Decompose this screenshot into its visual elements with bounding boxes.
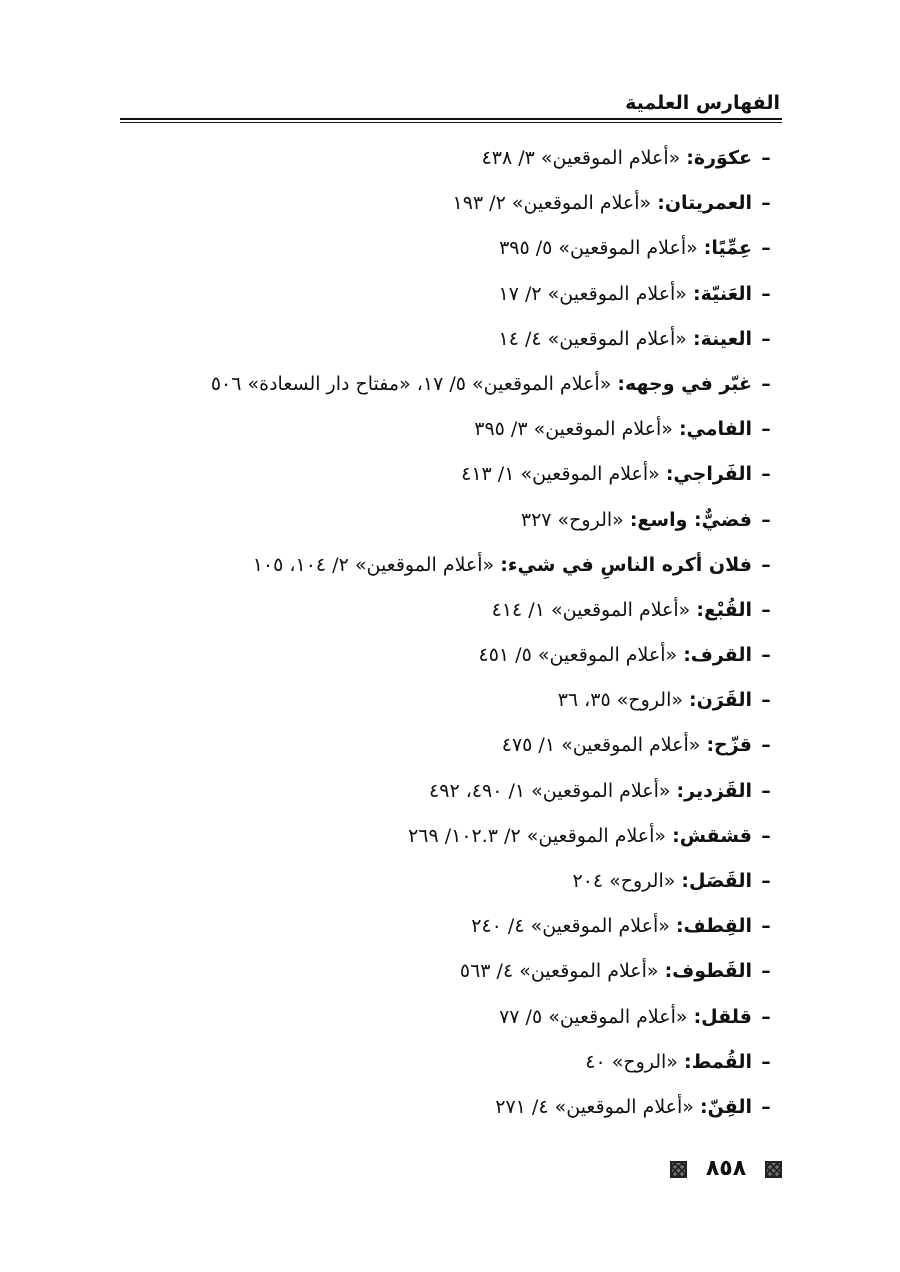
entry-dash: – xyxy=(761,237,771,260)
entry-reference: «أعلام الموقعين» ٢/ ١٠٤، ١٠٥ xyxy=(252,553,495,576)
entry-dash: – xyxy=(761,553,771,576)
index-entry xyxy=(120,904,780,949)
index-entry xyxy=(120,317,780,362)
index-entry xyxy=(120,814,780,859)
entry-term: القرف: xyxy=(683,644,752,667)
index-entry xyxy=(120,362,780,407)
index-entry xyxy=(120,181,780,226)
entry-dash: – xyxy=(761,870,771,892)
entry-dash: – xyxy=(761,779,771,802)
entry-term: القَزدير: xyxy=(676,779,752,802)
entry-reference: «أعلام الموقعين» ٤/ ٥٦٣ xyxy=(459,960,659,983)
entry-dash: – xyxy=(761,689,771,712)
entry-term: القِنّ: xyxy=(699,1095,752,1118)
index-entry xyxy=(120,588,780,633)
index-entry xyxy=(120,272,780,317)
entry-term: قشقش: xyxy=(672,824,752,847)
page-header xyxy=(120,88,782,128)
index-entry xyxy=(120,678,780,723)
entry-term: الفامي: xyxy=(678,418,752,441)
index-entries xyxy=(120,136,780,1130)
ornament-icon xyxy=(765,1161,782,1178)
page-number: ٨٥٨ xyxy=(705,1156,747,1181)
index-entry xyxy=(120,633,780,678)
entry-reference: «أعلام الموقعين» ٢/ ١٩٣ xyxy=(452,192,652,215)
entry-dash: – xyxy=(761,734,771,757)
entry-term: القَطوف: xyxy=(664,960,752,983)
entry-dash: – xyxy=(761,147,771,169)
entry-dash: – xyxy=(761,463,771,486)
entry-dash: – xyxy=(761,598,771,621)
index-entry xyxy=(120,723,780,768)
entry-term: القُمط: xyxy=(683,1050,752,1073)
entry-term: العَنيّة: xyxy=(692,282,752,305)
index-entry xyxy=(120,1040,780,1085)
entry-term: الفَراجي: xyxy=(665,463,752,486)
entry-reference: «الروح» ٣٥، ٣٦ xyxy=(557,689,683,712)
index-entry xyxy=(120,498,780,543)
entry-term: القُبْع: xyxy=(696,598,752,621)
entry-reference: «أعلام الموقعين» ٤/ ٢٤٠ xyxy=(471,915,670,938)
entry-reference: «أعلام الموقعين» ١/ ٤١٣ xyxy=(461,463,660,486)
entry-term: القَصَل: xyxy=(681,870,752,892)
entry-term: قزّح: xyxy=(706,734,752,757)
entry-reference: «أعلام الموقعين» ٢/ ١٠٢.٣/ ٢٦٩ xyxy=(408,824,667,847)
index-entry xyxy=(120,1085,780,1130)
index-entry xyxy=(120,769,780,814)
entry-dash: – xyxy=(761,1005,771,1028)
entry-dash: – xyxy=(761,192,771,215)
entry-term: فضيٌّ: واسع: xyxy=(629,508,752,531)
entry-reference: «أعلام الموقعين» ٢/ ١٧ xyxy=(498,282,687,305)
entry-term: العمريتان: xyxy=(657,192,752,215)
entry-term: قلقل: xyxy=(693,1005,752,1028)
index-entry xyxy=(120,136,780,181)
entry-term: فلان أكره الناسِ في شيء: xyxy=(500,553,752,576)
entry-reference: «أعلام الموقعين» ١/ ٤٧٥ xyxy=(501,734,701,757)
page-footer xyxy=(670,1152,782,1186)
entry-term: القَرَن: xyxy=(689,689,752,712)
entry-reference: «أعلام الموقعين» ١/ ٤٩٠، ٤٩٢ xyxy=(429,779,671,802)
entry-reference: «أعلام الموقعين» ٥/ ٧٧ xyxy=(499,1005,688,1028)
entry-dash: – xyxy=(761,418,771,441)
entry-term: العينة: xyxy=(692,327,752,350)
entry-reference: «أعلام الموقعين» ١/ ٤١٤ xyxy=(491,598,691,621)
entry-reference: «أعلام الموقعين» ٥/ ٣٩٥ xyxy=(499,237,698,260)
entry-dash: – xyxy=(761,1095,771,1118)
entry-term: عِمِّيًا: xyxy=(703,237,752,260)
index-entry xyxy=(120,543,780,588)
entry-dash: – xyxy=(761,327,771,350)
entry-dash: – xyxy=(761,644,771,667)
entry-dash: – xyxy=(761,824,771,847)
entry-dash: – xyxy=(761,960,771,983)
entry-reference: «أعلام الموقعين» ٣/ ٤٣٨ xyxy=(481,147,681,169)
entry-reference: «الروح» ٤٠ xyxy=(585,1050,678,1073)
running-title: الفهارس العلمية xyxy=(625,92,780,114)
header-rule-thick xyxy=(120,118,782,120)
index-entry xyxy=(120,859,780,904)
entry-reference: «أعلام الموقعين» ٣/ ٣٩٥ xyxy=(474,418,673,441)
entry-reference: «الروح» ٢٠٤ xyxy=(572,870,676,892)
index-entry xyxy=(120,226,780,271)
entry-dash: – xyxy=(761,282,771,305)
entry-dash: – xyxy=(761,372,771,395)
entry-reference: «أعلام الموقعين» ٥/ ١٧، «مفتاح دار السعادة» ٥٠٦ xyxy=(210,372,612,395)
header-rule-thin xyxy=(120,122,782,123)
entry-dash: – xyxy=(761,915,771,938)
entry-term: عكوَرة: xyxy=(686,147,752,169)
entry-reference: «أعلام الموقعين» ٤/ ٢٧١ xyxy=(495,1095,694,1118)
index-entry xyxy=(120,995,780,1040)
ornament-icon xyxy=(670,1161,687,1178)
entry-reference: «أعلام الموقعين» ٥/ ٤٥١ xyxy=(478,644,678,667)
index-entry xyxy=(120,949,780,994)
index-entry xyxy=(120,452,780,497)
entry-term: القِطف: xyxy=(675,915,752,938)
index-entry xyxy=(120,407,780,452)
entry-reference: «الروح» ٣٢٧ xyxy=(520,508,624,531)
entry-term: غبّر في وجهه: xyxy=(617,372,752,395)
entry-dash: – xyxy=(761,508,771,531)
entry-dash: – xyxy=(761,1050,771,1073)
entry-reference: «أعلام الموقعين» ٤/ ١٤ xyxy=(498,327,687,350)
